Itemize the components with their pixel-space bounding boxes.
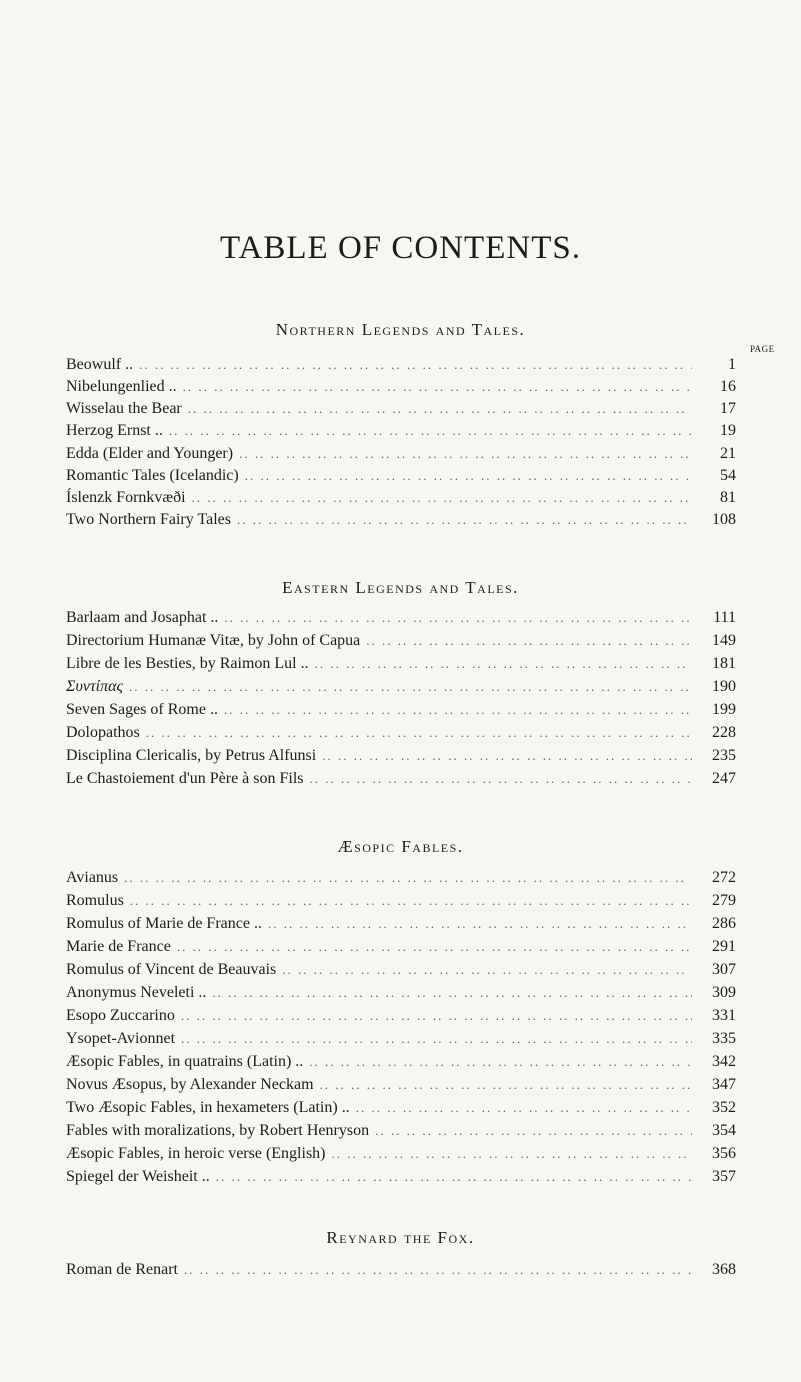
dot-leader	[366, 630, 692, 652]
entry-page: 111	[713, 609, 736, 626]
entry-title: Συντίπας	[66, 678, 124, 695]
entry-page: 331	[712, 1007, 736, 1024]
entry-title: Directorium Humanæ Vitæ, by John of Capua	[66, 632, 361, 649]
entry-title: Nibelungenlied ..	[66, 378, 177, 395]
entry-page: 368	[712, 1261, 736, 1278]
entry-page: 309	[712, 984, 736, 1001]
toc-entry[interactable]	[66, 354, 736, 376]
toc-entry[interactable]	[66, 487, 736, 509]
entry-page: 272	[712, 869, 736, 886]
dot-leader	[224, 607, 692, 629]
entry-page: 21	[720, 445, 736, 462]
toc-entry[interactable]	[66, 959, 736, 981]
dot-leader	[181, 1028, 692, 1050]
dot-leader	[237, 509, 692, 531]
entry-title: Romantic Tales (Icelandic)	[66, 467, 239, 484]
entry-title: Libre de les Besties, by Raimon Lul ..	[66, 655, 309, 672]
entry-title: Two Æsopic Fables, in hexameters (Latin) ..	[66, 1099, 350, 1116]
entry-page: 81	[720, 489, 736, 506]
dot-leader	[332, 1143, 693, 1165]
section-heading-aesopic: Æsopic Fables.	[337, 837, 464, 856]
entry-title: Seven Sages of Rome ..	[66, 701, 218, 718]
dot-leader	[282, 959, 692, 981]
entry-title: Barlaam and Josaphat ..	[66, 609, 219, 626]
entry-title: Dolopathos	[66, 724, 140, 741]
entry-page: 342	[712, 1053, 736, 1070]
entry-page: 291	[712, 938, 736, 955]
entry-title: Beowulf ..	[66, 356, 134, 373]
toc-entry[interactable]	[66, 607, 736, 629]
toc-entry[interactable]	[66, 913, 736, 935]
entry-page: 247	[712, 770, 736, 787]
dot-leader	[130, 890, 692, 912]
dot-leader	[129, 676, 692, 698]
entry-page: 181	[712, 655, 736, 672]
toc-entry[interactable]	[66, 1120, 736, 1142]
entry-title: Le Chastoiement d'un Père à son Fils	[66, 770, 304, 787]
toc-entry[interactable]	[66, 443, 736, 465]
entry-title: Anonymus Neveleti ..	[66, 984, 207, 1001]
entry-page: 228	[712, 724, 736, 741]
entry-title: Esopo Zuccarino	[66, 1007, 175, 1024]
toc-entry[interactable]	[66, 465, 736, 487]
entry-title: Novus Æsopus, by Alexander Neckam	[66, 1076, 314, 1093]
entry-title: Romulus	[66, 892, 124, 909]
section-heading-northern: Northern Legends and Tales.	[275, 320, 526, 339]
toc-entry[interactable]	[66, 420, 736, 442]
entry-page: 149	[712, 632, 736, 649]
entry-page: 335	[712, 1030, 736, 1047]
entry-title: Ysopet-Avionnet	[66, 1030, 176, 1047]
dot-leader	[169, 420, 692, 442]
dot-leader	[322, 745, 692, 767]
entry-page: 307	[712, 961, 736, 978]
entry-title: Roman de Renart	[66, 1261, 178, 1278]
toc-entry[interactable]	[66, 1028, 736, 1050]
entry-page: 352	[712, 1099, 736, 1116]
toc-entry[interactable]	[66, 376, 736, 398]
entry-page: 16	[720, 378, 736, 395]
toc-entry[interactable]	[66, 745, 736, 767]
dot-leader	[216, 1166, 692, 1188]
toc-entry[interactable]	[66, 1051, 736, 1073]
toc-entry[interactable]	[66, 1166, 736, 1188]
entry-title: Wisselau the Bear	[66, 400, 182, 417]
entry-title: Romulus of Marie de France ..	[66, 915, 262, 932]
dot-leader	[224, 699, 692, 721]
entry-title: Romulus of Vincent de Beauvais	[66, 961, 277, 978]
toc-entry[interactable]	[66, 1074, 736, 1096]
dot-leader	[212, 982, 692, 1004]
dot-leader	[188, 398, 692, 420]
entry-title: Two Northern Fairy Tales	[66, 511, 231, 528]
dot-leader	[139, 354, 692, 376]
entry-page: 190	[712, 678, 736, 695]
entry-title: Avianus	[66, 869, 119, 886]
entry-title: Æsopic Fables, in heroic verse (English)	[66, 1145, 326, 1162]
toc-entry[interactable]	[66, 630, 736, 652]
dot-leader	[310, 768, 692, 790]
entry-page: 108	[712, 511, 736, 528]
dot-leader	[183, 376, 692, 398]
dot-leader	[375, 1120, 692, 1142]
toc-entry[interactable]	[66, 1259, 736, 1281]
dot-leader	[124, 867, 692, 889]
dot-leader	[356, 1097, 692, 1119]
entry-title: Marie de France	[66, 938, 171, 955]
entry-page: 19	[720, 422, 736, 439]
entry-title: Disciplina Clericalis, by Petrus Alfunsi	[66, 747, 317, 764]
entry-title: Herzog Ernst ..	[66, 422, 163, 439]
toc-entry[interactable]	[66, 867, 736, 889]
entry-page: 1	[728, 356, 736, 373]
section-heading-reynard: Reynard the Fox.	[326, 1228, 475, 1247]
toc-entry[interactable]	[66, 509, 736, 531]
toc-entry[interactable]	[66, 398, 736, 420]
dot-leader	[177, 936, 692, 958]
entry-page: 356	[712, 1145, 736, 1162]
entry-page: 235	[712, 747, 736, 764]
dot-leader	[309, 1051, 692, 1073]
toc-entry[interactable]	[66, 936, 736, 958]
entry-page: 357	[712, 1168, 736, 1185]
entry-title: Æsopic Fables, in quatrains (Latin) ..	[66, 1053, 304, 1070]
dot-leader	[184, 1259, 692, 1281]
toc-entry[interactable]	[66, 1143, 736, 1165]
dot-leader	[181, 1005, 692, 1027]
page-title: TABLE OF CONTENTS.	[220, 230, 581, 266]
toc-entry[interactable]	[66, 699, 736, 721]
dot-leader	[146, 722, 692, 744]
dot-leader	[192, 487, 692, 509]
entry-page: 199	[712, 701, 736, 718]
entry-page: 279	[712, 892, 736, 909]
toc-entry[interactable]	[66, 890, 736, 912]
entry-title: Edda (Elder and Younger)	[66, 445, 234, 462]
toc-entry[interactable]	[66, 722, 736, 744]
entry-page: 54	[720, 467, 736, 484]
entry-title: Spiegel der Weisheit ..	[66, 1168, 210, 1185]
page-column-label: PAGE	[750, 344, 775, 354]
entry-page: 347	[712, 1076, 736, 1093]
section-heading-eastern: Eastern Legends and Tales.	[282, 578, 519, 597]
dot-leader	[245, 465, 692, 487]
toc-entry[interactable]	[66, 653, 736, 675]
toc-entry[interactable]	[66, 676, 736, 698]
dot-leader	[315, 653, 692, 675]
entry-title: Fables with moralizations, by Robert Henryson	[66, 1122, 370, 1139]
toc-entry[interactable]	[66, 982, 736, 1004]
dot-leader	[320, 1074, 692, 1096]
toc-entry[interactable]	[66, 1097, 736, 1119]
toc-entry[interactable]	[66, 768, 736, 790]
dot-leader	[239, 443, 692, 465]
entry-page: 286	[712, 915, 736, 932]
entry-page: 17	[720, 400, 736, 417]
dot-leader	[268, 913, 692, 935]
entry-title: Íslenzk Fornkvæði	[66, 489, 186, 506]
toc-entry[interactable]	[66, 1005, 736, 1027]
entry-page: 354	[712, 1122, 736, 1139]
